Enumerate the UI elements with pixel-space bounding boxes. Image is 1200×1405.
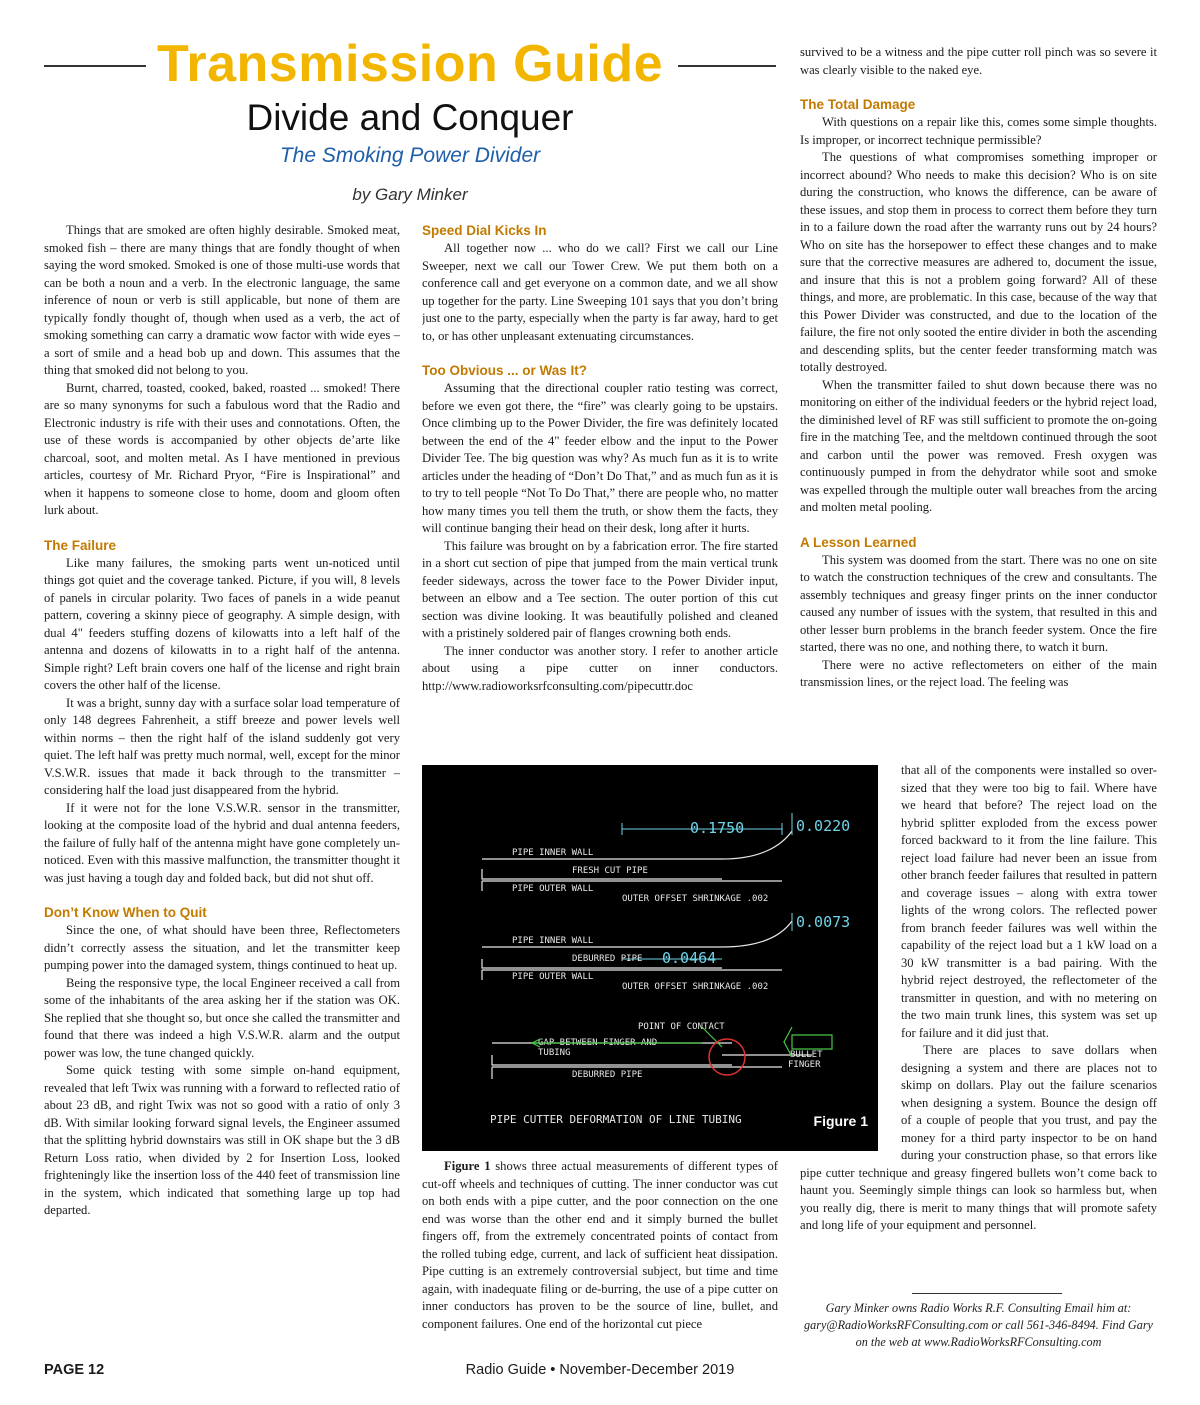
masthead-title: Transmission Guide: [156, 35, 664, 93]
drawing-label: PIPE OUTER WALL: [512, 972, 594, 982]
paragraph: This failure was brought on by a fabrication error. The fire started in a short cut section of pipe that jumped from the main vertical trunk feeder sideways, across the tower face to the Power Divider input, between an elbow and a Tee section. The outer portion of this cut section was divine looking. It was beautifully polished and cleaned with a pristinely soldered pair of flanges crowning both ends.: [422, 538, 778, 640]
drawing-label: BULLET: [790, 1050, 823, 1060]
masthead-rule-left: [44, 65, 146, 67]
article-column-3-continued: [800, 762, 1157, 1282]
paragraph: Some quick testing with some simple on-hand equipment, revealed that left Twix was running with a forward to reflected ratio of about 23 dB, and right Twix was not so good with a ratio of only 3 dB. With similar looking forward signal levels, the Engineer assumed that the splitting hybrid downstairs was still in OK shape but the 3 dB Return Loss ratio, when divided by 2 for Insertion Loss, looked frighteningly like the insertion loss of the 440 feet of transmission line in the system, which indicated that something large up top had departed.: [44, 1063, 400, 1217]
dimension-label: 0.0220: [796, 817, 851, 835]
section-heading-speed-dial: Speed Dial Kicks In: [422, 223, 547, 238]
paragraph: Assuming that the directional coupler ratio testing was correct, before we even got there, the “fire” was clearly going to be upstairs. Once climbing up to the Power Divider, the fire was definitely located between the end of the 4" feeder elbow and the input to the Power Divider Tee. The big question was why? As much fun as it is to write articles under the heading of “Don’t Do That,” and as much fun as it is to try to tell people “Not To Do That,” there are people who, no matter how many times you tell them the truth, or show them the facts, they will continue banging their head on their desk, long after it hurts.: [422, 381, 778, 535]
drawing-label: PIPE INNER WALL: [512, 936, 594, 946]
paragraph: The inner conductor was another story. I refer to another article about using a pipe cutter on inner conductors. http://www.radioworksrfconsulting.com/pipecuttr.doc: [422, 643, 778, 693]
paragraph: This system was doomed from the start. There was no one on site to watch the construction techniques of the crew and consultants. The assembly techniques and greasy finger prints on the inner conductor caused any number of issues with the system, that resulted in this and other lesser burn problems in the branch feeder system. Once the fire started, there was no one, and nothing there, to watch it burn.: [800, 552, 1157, 654]
paragraph: With questions on a repair like this, comes some simple thoughts. Is improper, or incorrect technique permissible?: [800, 115, 1157, 147]
section-heading-total-damage: The Total Damage: [800, 97, 916, 112]
article-subhead: The Smoking Power Divider: [279, 144, 541, 167]
masthead-rule-right: [678, 65, 776, 67]
drawing-label: DEBURRED PIPE: [572, 954, 643, 964]
drawing-label: PIPE OUTER WALL: [512, 884, 594, 894]
figure-title: PIPE CUTTER DEFORMATION OF LINE TUBING: [490, 1113, 742, 1126]
contact-point-circle: [709, 1039, 745, 1075]
page-number: PAGE 12: [44, 1362, 105, 1378]
caption-text: shows three actual measurements of different types of cut-off wheels and techniques of cutting. The inner conductor was cut on both ends with a pipe cutter, and the poor connection on the one end was worse than the other end and it simply burned the bullet fingers off, from the extremely concentrated points of contact from the rolled tubing edge, current, and lack of sufficient heat dissipation. Pipe cutting is an extremely controversial subject, but time and time again, with inadequate filing or de-burring, the use of a pipe cutter on inner conductors has proven to be the source of line, bullet, and component failures. One end of the horizontal cut piece: [422, 1159, 778, 1331]
figure-wrap-spacer: [800, 762, 901, 1156]
section-heading-too-obvious: Too Obvious ... or Was It?: [422, 363, 587, 378]
paragraph: Like many failures, the smoking parts went un-noticed until things got quiet and the coverage tanked. Picture, if you will, 8 levels of panels in circular polarity. Two faces of panels in a wide peanut pattern, covering a skinny piece of geography. A simple design, with dual 4" feeders stuffing dozens of kilowatts into a left half of the antenna and dozens of kilowatts in to a right half of the antenna. Simple right? Left brain covers one half of the license and right brain covers the other half of the license.: [44, 555, 400, 692]
paragraph: It was a bright, sunny day with a surface solar load temperature of only 148 degrees Fahrenheit, a stiff breeze and power levels well within norms – then the right half of the island suddenly got very quiet. The left half was pretty much normal, well, except for the minor V.S.W.R. issues that made it back through to the transmitter – considering half the load just disappeared from the hybrid.: [44, 695, 400, 797]
drawing-label: DEBURRED PIPE: [572, 1070, 643, 1080]
drawing-label: GAP BETWEEN FINGER AND: [538, 1038, 658, 1048]
paragraph: Things that are smoked are often highly desirable. Smoked meat, smoked fish – there are many things that are fondly thought of when saying the word smoked. Smoked is one of those multi-use words that can be both a noun and a verb. In the electronic language, the same inference of noun or verb is still applicable, but none of them are typically fondly thought of, though when used as a verb, the act of smoking something can carry a dramatic wow factor with wide eyes – a sort of smile and a head bob up and down. This assumes that the thing that smoked did not belong to you.: [44, 223, 400, 377]
section-heading-lesson: A Lesson Learned: [800, 534, 917, 550]
figure-caption-column: [422, 1158, 778, 1354]
publication-footer: Radio Guide • November-December 2019: [465, 1362, 735, 1378]
paragraph: that all of the components were installed so over-sized that they were too big to fail. Where have we heard that before? The reject load on the hybrid splitter exploded from the excess power forced backward to it from the line failure. This reject load failure had never been an issue from other branch feeder failures that resulted in pattern and coverage issues – along with extra tower lights of the wrong colors. The reflected power from branch feeder failures was well within the capability of the reject load but a 1 kW load on a 30 kW transmitter is a bad pairing. With the hybrid reject destroyed, the reflectometer of the transmitter in question, and with no metering on the two main trunk lines, this system was set up for failure and it did just that.: [901, 763, 1157, 1040]
dimension-label: 0.0464: [662, 949, 717, 967]
paragraph: There are places to save dollars when designing a system and there are places not to skimp on dollars. Play out the failure scenarios when designing a system. Bounce the design off of a couple of people that you trust, and pay the money for a third party inspector to be on hand during your construction phase, so that errors like pipe cutter technique and greasy fingered bullets won’t come back to haunt you. Seemingly simple things can look so harmless but, when you really dig, there is merit to many things that will promote safety and long life of your equipment and personnel.: [800, 1043, 1157, 1232]
section-heading-quit: Don’t Know When to Quit: [44, 905, 207, 920]
article-byline: by Gary Minker: [352, 185, 468, 204]
paragraph: When the transmitter failed to shut down because there was no monitoring on either of the individual feeders or the hybrid reject load, the diminished level of RF was still sufficient to promote the on-going fire in the matching Tee, and the meltdown continued through the soot and carbon until the power was removed. Fresh oxygen was continuously pumped in from the dehydrator while soot and smoke was expelled through the multiple outer wall breaches from the arcing and molten metal pooling.: [800, 377, 1157, 514]
paragraph: Burnt, charred, toasted, cooked, baked, roasted ... smoked! There are so many synonyms for such a fabulous word that the Radio and Electronic industry is rife with their uses and connotations. Often, the use of these words is accompanied by other objects de’arte like charcoal, soot, and molten metal. As I have mentioned in previous articles, courtesy of Mr. Richard Pryor, “Fire is Inspirational” and when it happens to someone close to home, doom and gloom often lurk about.: [44, 380, 400, 517]
author-signature: Gary Minker owns Radio Works R.F. Consulting Email him at: gary@RadioWorksRFConsulting.com or call 561-346-8494. Find Gary on the web at www.RadioWorksRFConsulting.com: [804, 1301, 1153, 1349]
paragraph: All together now ... who do we call? First we call our Line Sweeper, next we call our Tower Crew. We put them both on a conference call and get everyone on a common date, and we all show up together for the party. Line Sweeping 101 says that you don’t bring just one to the party, especially when the party is far away, hard to get to, or has other unpleasant extenuating circumstances.: [422, 241, 778, 343]
drawing-label: POINT OF CONTACT: [638, 1022, 725, 1032]
paragraph: Being the responsive type, the local Engineer received a call from some of the inhabitants of the area asking her if the station was OK. She replied that she thought so, but once she called the transmitter and found that there was indeed a high V.S.W.R. alarm and the output power was low, the tune changed quickly.: [44, 975, 400, 1060]
article-headline: Divide and Conquer: [246, 97, 574, 138]
caption-label: Figure 1: [444, 1159, 491, 1173]
article-column-1: [44, 222, 400, 1352]
drawing-line: [722, 921, 792, 947]
drawing-line: [492, 1055, 732, 1065]
paragraph: The questions of what compromises something improper or incorrect abound? Who needs to make this decision? Who is on site during the construction, who knows the difference, can be aware of these issues, and stop them in process to correct them before they turn in to a failure down the road after the warranty runs out by 24 hours? Who on site has the horsepower to effect these changes and to make sure that the corrective measures are adhered to, document the issue, and insure that this is not a problem going forward? All of these things, and more, are problematic. In this case, because of the way that this Power Divider was constructed, and due to the location of the failure, the fire not only sooted the entire divider in both the ascending and descending splits, but the center feeder transforming match was totally destroyed.: [800, 150, 1157, 374]
article-column-3: [800, 44, 1157, 764]
dimension-label: 0.0073: [796, 913, 851, 931]
signature-rule: [912, 1293, 1062, 1294]
article-column-2: [422, 222, 778, 762]
drawing-label: OUTER OFFSET SHRINKAGE .002: [622, 982, 769, 992]
drawing-label: PIPE INNER WALL: [512, 848, 594, 858]
drawing-label: FRESH CUT PIPE: [572, 866, 648, 876]
drawing-label: TUBING: [538, 1048, 571, 1058]
dimension-label: 0.1750: [690, 819, 745, 837]
paragraph: There were no active reflectometers on either of the main transmission lines, or the reject load. The feeling was: [800, 657, 1157, 689]
paragraph: Since the one, of what should have been three, Reflectometers didn’t correctly assess the situation, and let the transmitter keep pumping power into the damaged system, things continued to heat up.: [44, 923, 400, 972]
paragraph: If it were not for the lone V.S.W.R. sensor in the transmitter, looking at the composite load of the hybrid and dual antenna feeders, the failure of fully half of the antenna might have gone completely un-noticed. Even with this massive malfunction, the transmitter thought it was just having a tough day and folded back, but did not shut off.: [44, 800, 400, 885]
figure-caption: [422, 1158, 778, 1333]
section-heading-failure: The Failure: [44, 537, 117, 553]
drawing-label: OUTER OFFSET SHRINKAGE .002: [622, 894, 769, 904]
paragraph: survived to be a witness and the pipe cutter roll pinch was so severe it was clearly visible to the naked eye.: [800, 45, 1157, 77]
figure-label: Figure 1: [813, 1113, 868, 1129]
drawing-label: FINGER: [788, 1060, 821, 1070]
